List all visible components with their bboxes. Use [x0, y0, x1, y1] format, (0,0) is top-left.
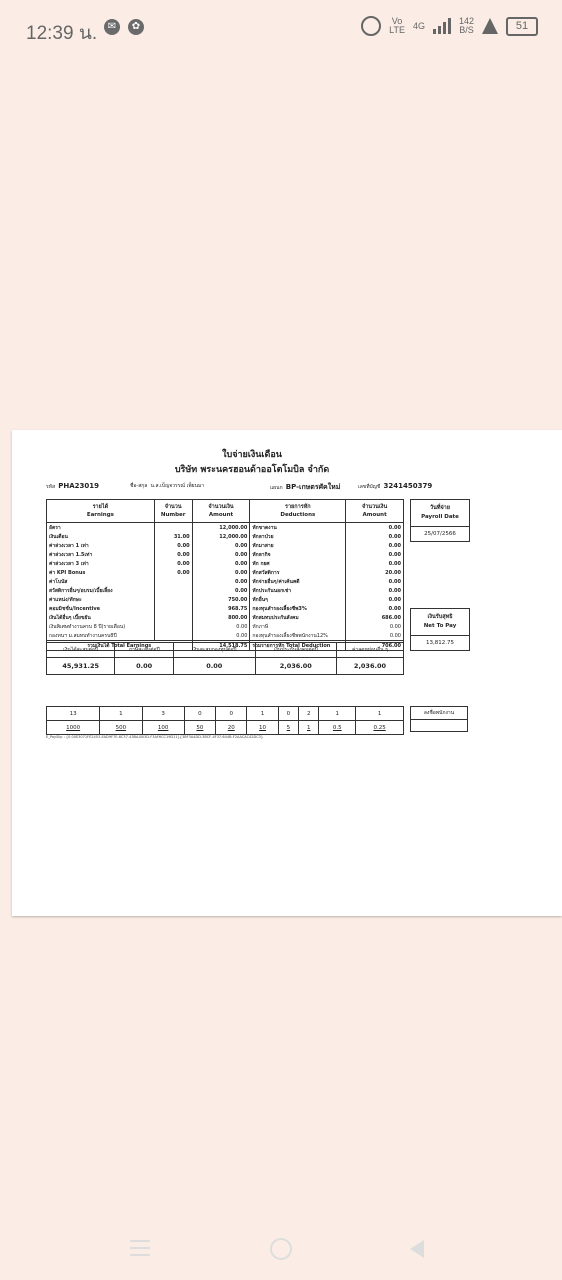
- deduction-amount: 0.00: [346, 622, 404, 631]
- banknote-count-table: [46, 706, 404, 735]
- earning-label: ค่า KPI Bonus: [47, 568, 155, 577]
- table-header: [47, 500, 404, 523]
- denomination-cell: 5: [278, 721, 298, 735]
- total-earnings-label: รวมเงินได้ Total Earnings: [47, 641, 193, 651]
- number-value: [154, 631, 192, 641]
- denomination-row: [47, 721, 404, 735]
- home-icon[interactable]: [270, 1238, 292, 1260]
- payroll-date-value: 25/07/2566: [424, 531, 456, 537]
- table-row: [47, 550, 404, 559]
- amount-value: 750.00: [192, 595, 250, 604]
- department: แผนก BP-เกษตรศัคใหม่: [270, 483, 341, 491]
- count-cell: 2: [299, 707, 319, 721]
- number-value: [154, 622, 192, 631]
- deduction-amount: 0.00: [346, 523, 404, 533]
- amount-value: 12,000.00: [192, 523, 250, 533]
- table-row: [47, 586, 404, 595]
- denomination-cell: 50: [184, 721, 215, 735]
- table-row: [47, 559, 404, 568]
- amount-value: 0.00: [192, 577, 250, 586]
- deduction-label: หักจ่ายอื่นๆ/ค่าเค้นคดี: [250, 577, 346, 586]
- summary-header-cell: เงินสะสมกองทุนต่อปี: [173, 643, 255, 658]
- count-cell: 0: [184, 707, 215, 721]
- table-row: [47, 604, 404, 613]
- summary-value-row: [47, 658, 404, 675]
- deduction-amount: 0.00: [346, 577, 404, 586]
- amount-value: 0.00: [192, 550, 250, 559]
- deduction-amount: 0.00: [346, 595, 404, 604]
- denomination-cell: 100: [142, 721, 184, 735]
- amount-value: 800.00: [192, 613, 250, 622]
- deduction-label: หักสวัสดิการ: [250, 568, 346, 577]
- earning-label: เงินเดือน: [47, 532, 155, 541]
- summary-value-cell: 0.00: [115, 658, 174, 675]
- count-cell: 1: [100, 707, 142, 721]
- denomination-cell: 0.25: [356, 721, 404, 735]
- denomination-cell: 500: [100, 721, 142, 735]
- table-row: [47, 613, 404, 622]
- deduction-amount: 0.00: [346, 586, 404, 595]
- earning-label: อัตรา: [47, 523, 155, 533]
- deduction-amount: 0.00: [346, 559, 404, 568]
- denomination-cell: 20: [216, 721, 247, 735]
- deduction-amount: 686.00: [346, 613, 404, 622]
- number-value: 31.00: [154, 532, 192, 541]
- amount-value: 12,000.00: [192, 532, 250, 541]
- table-row: [47, 532, 404, 541]
- data-speed: 142 B/S: [458, 16, 474, 35]
- deduction-amount: 0.00: [346, 631, 404, 641]
- amount-value: 0.00: [192, 586, 250, 595]
- table-row: [47, 568, 404, 577]
- number-value: [154, 613, 192, 622]
- number-value: 0.00: [154, 550, 192, 559]
- amount-value: 0.00: [192, 541, 250, 550]
- earning-label: เงินพิเศษทำงานครบ 8 ปี(รายเดือน): [47, 622, 155, 631]
- earning-label: เงินได้อื่นๆ เบี้ยขยัน: [47, 613, 155, 622]
- denomination-cell: 0.5: [319, 721, 356, 735]
- denomination-cell: 10: [247, 721, 278, 735]
- earning-label: ค่าแหน่ง/ทักษะ: [47, 595, 155, 604]
- deduction-label: หัก กยศ: [250, 559, 346, 568]
- employee-name: ชื่อ-สกุล น.ส.เบ็ญจวรรณ์ เพ็ยนมา: [130, 483, 205, 489]
- deductions-header: รายการหัก Deductions: [250, 500, 346, 523]
- summary-header-cell: เงินประกันสังคมต่อปี: [255, 643, 336, 658]
- summary-header-cell: ค่าลดหย่อนอื่น ๆ: [336, 643, 403, 658]
- deduction-label: หักขาดงาน: [250, 523, 346, 533]
- deduction-label: กองทุนสำรองเลี้ยงชีพพนักงาน12%: [250, 631, 346, 641]
- payslip-title: ใบจ่ายเงินเดือน: [222, 450, 282, 460]
- signature-field: [410, 720, 468, 732]
- table-row: [47, 622, 404, 631]
- total-deduction-value: 706.00: [346, 641, 404, 651]
- number-header: จำนวน Number: [154, 500, 192, 523]
- earning-label: ค่าล่วงเวลา 1 เท่า: [47, 541, 155, 550]
- deduction-amount: 0.00: [346, 550, 404, 559]
- count-cell: 1: [319, 707, 356, 721]
- total-earnings-value: 14,518.75: [192, 641, 250, 651]
- amount-value: 0.00: [192, 622, 250, 631]
- count-cell: 13: [47, 707, 100, 721]
- company-name: บริษัท พระนครฮอนด้าออโตโมบิล จำกัด: [174, 465, 330, 475]
- navigation-bar: [0, 1210, 562, 1280]
- battery-icon: 51: [506, 17, 538, 36]
- number-value: [154, 523, 192, 533]
- messenger-icon: ✉: [104, 19, 120, 35]
- earning-label: ค่าล่วงเวลา 1.5เท่า: [47, 550, 155, 559]
- total-deduction-label: รวมรายการหัก Total Deduction: [250, 641, 346, 651]
- deduction-label: หักมาสาย: [250, 541, 346, 550]
- summary-header-cell: เงินได้สะสมต่อปี: [47, 643, 115, 658]
- count-cell: 0: [278, 707, 298, 721]
- volte-indicator: Vo LTE: [389, 16, 405, 35]
- number-value: 0.00: [154, 541, 192, 550]
- table-row: [47, 577, 404, 586]
- denomination-cell: 1000: [47, 721, 100, 735]
- network-type: 4G: [412, 20, 425, 31]
- table-row: [47, 631, 404, 641]
- summary-value-cell: 45,931.25: [47, 658, 115, 675]
- deduction-amount-header: จำนวนเงิน Amount: [346, 500, 404, 523]
- signature-box: [410, 706, 468, 732]
- deduction-label: หักสมทบประกันสังคม: [250, 613, 346, 622]
- summary-header-row: [47, 643, 404, 658]
- amount-value: 0.00: [192, 568, 250, 577]
- deduction-label: หักประกันนอกเช่า: [250, 586, 346, 595]
- count-row: [47, 707, 404, 721]
- deduction-label: หักภาษี: [250, 622, 346, 631]
- denomination-cell: 1: [299, 721, 319, 735]
- account-number: เลขที่บัญชี 3241450379: [358, 482, 433, 490]
- number-value: [154, 595, 192, 604]
- earnings-header: รายได้ Earnings: [47, 500, 155, 523]
- net-pay-box: เงินรับสุทธิ Net To Pay 13,812.75: [410, 608, 470, 651]
- amount-value: 968.75: [192, 604, 250, 613]
- deduction-amount: 20.00: [346, 568, 404, 577]
- kplus-icon: ✿: [128, 19, 144, 35]
- payroll-date-box: วันที่จ่าย Payroll Date 25/07/2566: [410, 499, 470, 542]
- summary-value-cell: 0.00: [173, 658, 255, 675]
- amount-header: จำนวนเงิน Amount: [192, 500, 250, 523]
- count-cell: 3: [142, 707, 184, 721]
- menu-icon[interactable]: [130, 1240, 150, 1261]
- table-row: [47, 595, 404, 604]
- number-value: 0.00: [154, 559, 192, 568]
- earning-label: ค่าล่วงเวลา 3 เท่า: [47, 559, 155, 568]
- flask-icon: [482, 18, 498, 34]
- earnings-deductions-table: [46, 499, 404, 651]
- summary-value-cell: 2,036.00: [255, 658, 336, 675]
- payslip-document: [12, 430, 562, 916]
- count-cell: 1: [356, 707, 404, 721]
- net-pay-value: 13,812.75: [426, 640, 454, 646]
- amount-value: 0.00: [192, 559, 250, 568]
- deduction-label: หักลากิจ: [250, 550, 346, 559]
- earning-label: สวัสดิการอื่นๆ/อบรม/เบี้ยเลี้ยง: [47, 586, 155, 595]
- status-bar: [0, 0, 562, 58]
- count-cell: 1: [247, 707, 278, 721]
- deduction-amount: 0.00: [346, 604, 404, 613]
- deduction-amount: 0.00: [346, 541, 404, 550]
- number-value: 0.00: [154, 568, 192, 577]
- number-value: [154, 604, 192, 613]
- table-row: [47, 523, 404, 533]
- clock: 12:39 น.: [26, 23, 98, 44]
- alarm-icon: [361, 16, 381, 36]
- payslip-footer: E_PaySlip : {0.00E3071FE2453-EAD9F7E-6C37-43BA-B03D-F3AF6CC19D11}{3BF3A4DD-3BCF-4F37-644B-F2AACAC42DC3}: [46, 735, 264, 739]
- number-value: [154, 586, 192, 595]
- amount-value: 0.00: [192, 631, 250, 641]
- back-icon[interactable]: [410, 1240, 424, 1258]
- summary-value-cell: 2,036.00: [336, 658, 403, 675]
- table-row: [47, 541, 404, 550]
- deduction-amount: 0.00: [346, 532, 404, 541]
- signature-label: ลงชื่อพนักงาน: [410, 706, 468, 720]
- count-cell: 0: [216, 707, 247, 721]
- signal-icon: [433, 18, 451, 34]
- earning-label: กองทนฯ ม.สมทบทำงานครบ8ปี: [47, 631, 155, 641]
- summary-header-cell: ภาษีสะสมต่อปี: [115, 643, 174, 658]
- deduction-label: กองทุนสำรองเลี้ยงชีพ3%: [250, 604, 346, 613]
- earning-label: คอมมิชชั่น/Incentive: [47, 604, 155, 613]
- employee-id: รหัส PHA23019: [46, 482, 99, 490]
- deduction-label: หักลาป่วย: [250, 532, 346, 541]
- number-value: [154, 577, 192, 586]
- deduction-label: หักอื่นๆ: [250, 595, 346, 604]
- yearly-summary-table: [46, 642, 404, 675]
- earning-label: ค่าโบนัส: [47, 577, 155, 586]
